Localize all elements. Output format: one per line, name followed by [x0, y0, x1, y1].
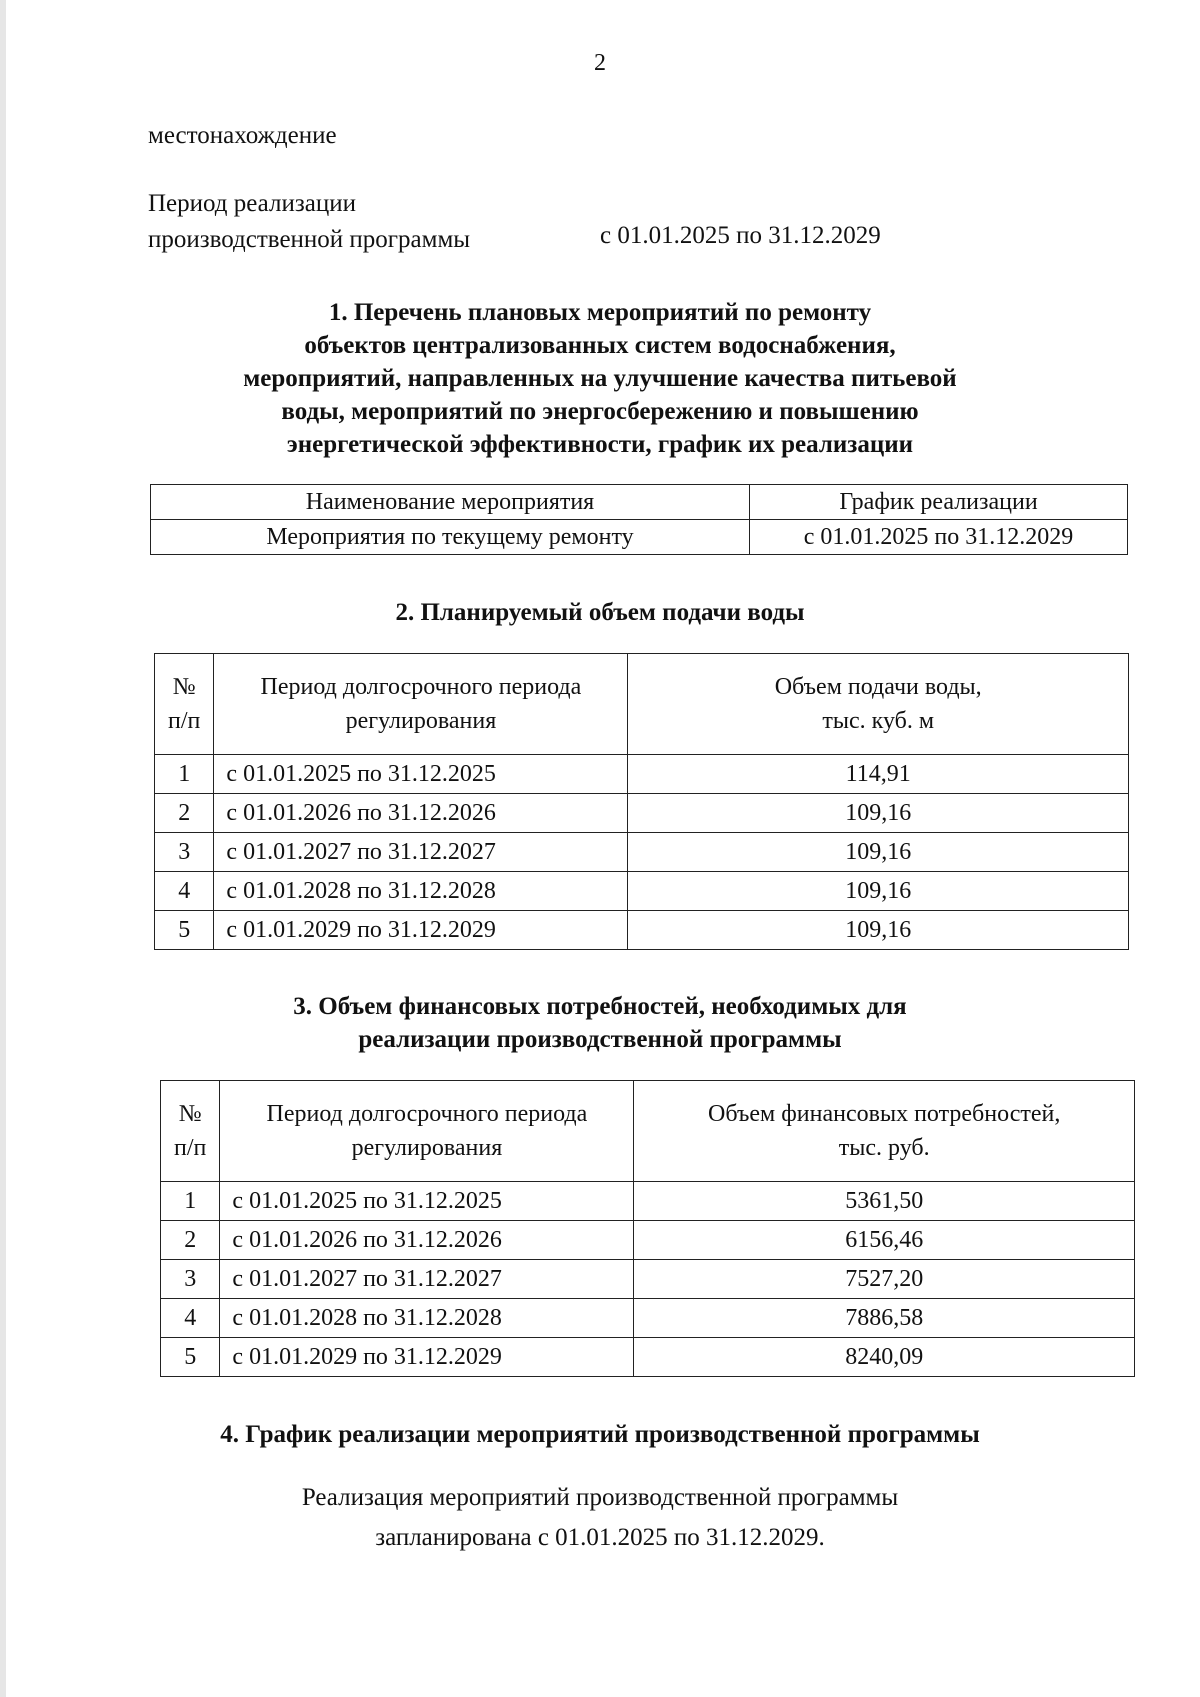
- table-row: [161, 1338, 1135, 1377]
- row-value: 7527,20: [634, 1260, 1135, 1299]
- section1-heading-line: энергетической эффективности, график их реализации: [286, 431, 914, 458]
- section4-heading: 4. График реализации мероприятий производственной программы: [220, 1421, 980, 1448]
- section3-heading: [0, 990, 1200, 1056]
- period-label-line1: Период реализации: [148, 190, 356, 217]
- header-line: Объем подачи воды,: [774, 674, 982, 700]
- table-row: [155, 755, 1129, 794]
- row-number: 1: [161, 1182, 220, 1221]
- financial-needs-table: [160, 1080, 1135, 1377]
- header-line: тыс. куб. м: [822, 708, 935, 734]
- header-line: Период долгосрочного периода: [260, 674, 582, 700]
- table-row: [155, 911, 1129, 950]
- water-volume-table: [154, 653, 1129, 950]
- row-period: с 01.01.2026 по 31.12.2026: [214, 794, 628, 833]
- num-header: [155, 654, 214, 755]
- row-period: с 01.01.2027 по 31.12.2027: [214, 833, 628, 872]
- row-number: 3: [155, 833, 214, 872]
- table-row: [155, 794, 1129, 833]
- section1-heading-line: мероприятий, направленных на улучшение качества питьевой: [243, 365, 957, 392]
- section1-heading-line: объектов централизованных систем водоснабжения,: [304, 332, 896, 359]
- row-period: с 01.01.2028 по 31.12.2028: [220, 1299, 634, 1338]
- row-value: 109,16: [628, 911, 1129, 950]
- row-value: 7886,58: [634, 1299, 1135, 1338]
- value-header: [634, 1081, 1135, 1182]
- row-period: с 01.01.2025 по 31.12.2025: [214, 755, 628, 794]
- row-number: 1: [155, 755, 214, 794]
- header-line: тыс. руб.: [838, 1135, 930, 1161]
- table-row: [155, 833, 1129, 872]
- row-number: 5: [161, 1338, 220, 1377]
- header-line: регулирования: [345, 708, 497, 734]
- row-number: 2: [161, 1221, 220, 1260]
- row-value: 5361,50: [634, 1182, 1135, 1221]
- value-header: [628, 654, 1129, 755]
- header-line: №: [172, 674, 196, 700]
- section3-heading-line: 3. Объем финансовых потребностей, необходимых для: [293, 993, 907, 1020]
- period-header: [214, 654, 628, 755]
- row-number: 3: [161, 1260, 220, 1299]
- row-value: 6156,46: [634, 1221, 1135, 1260]
- table-header-row: [161, 1081, 1135, 1182]
- header-line: Объем финансовых потребностей,: [708, 1101, 1061, 1127]
- measure-name-cell: Мероприятия по текущему ремонту: [151, 520, 750, 555]
- row-number: 4: [161, 1299, 220, 1338]
- row-value: 114,91: [628, 755, 1129, 794]
- measures-table: [150, 484, 1128, 555]
- table-row: [161, 1260, 1135, 1299]
- table-row: [155, 872, 1129, 911]
- row-period: с 01.01.2027 по 31.12.2027: [220, 1260, 634, 1299]
- header-line: п/п: [174, 1135, 207, 1161]
- row-period: с 01.01.2029 по 31.12.2029: [220, 1338, 634, 1377]
- section4-text-line: запланирована с 01.01.2025 по 31.12.2029.: [375, 1524, 825, 1551]
- table-row: [151, 520, 1128, 555]
- row-period: с 01.01.2028 по 31.12.2028: [214, 872, 628, 911]
- row-value: 109,16: [628, 872, 1129, 911]
- table-row: [161, 1299, 1135, 1338]
- table-header-row: [155, 654, 1129, 755]
- header-line: №: [178, 1101, 202, 1127]
- period-label-line2: производственной программы: [148, 226, 471, 253]
- section4-text-line: Реализация мероприятий производственной программы: [301, 1484, 899, 1511]
- page-number: 2: [594, 50, 606, 76]
- row-value: 109,16: [628, 794, 1129, 833]
- section1-heading: [0, 296, 1200, 461]
- row-period: с 01.01.2029 по 31.12.2029: [214, 911, 628, 950]
- section1-heading-line: воды, мероприятий по энергосбережению и повышению: [281, 398, 919, 425]
- section1-heading-line: 1. Перечень плановых мероприятий по ремонту: [328, 299, 872, 326]
- table-header-row: [151, 485, 1128, 520]
- row-period: с 01.01.2026 по 31.12.2026: [220, 1221, 634, 1260]
- section2-heading: 2. Планируемый объем подачи воды: [395, 599, 805, 626]
- column-header: Наименование мероприятия: [151, 485, 750, 520]
- header-line: регулирования: [351, 1135, 503, 1161]
- row-value: 8240,09: [634, 1338, 1135, 1377]
- table-row: [161, 1221, 1135, 1260]
- row-number: 4: [155, 872, 214, 911]
- header-line: Период долгосрочного периода: [266, 1101, 588, 1127]
- num-header: [161, 1081, 220, 1182]
- row-period: с 01.01.2025 по 31.12.2025: [220, 1182, 634, 1221]
- section3-heading-line: реализации производственной программы: [358, 1026, 842, 1053]
- row-number: 2: [155, 794, 214, 833]
- column-header: График реализации: [750, 485, 1128, 520]
- header-line: п/п: [168, 708, 201, 734]
- period-header: [220, 1081, 634, 1182]
- section4-text: [0, 1478, 1200, 1558]
- row-number: 5: [155, 911, 214, 950]
- measure-schedule-cell: с 01.01.2025 по 31.12.2029: [750, 520, 1128, 555]
- table-row: [161, 1182, 1135, 1221]
- location-label: местонахождение: [148, 122, 337, 149]
- period-value: с 01.01.2025 по 31.12.2029: [600, 222, 881, 249]
- row-value: 109,16: [628, 833, 1129, 872]
